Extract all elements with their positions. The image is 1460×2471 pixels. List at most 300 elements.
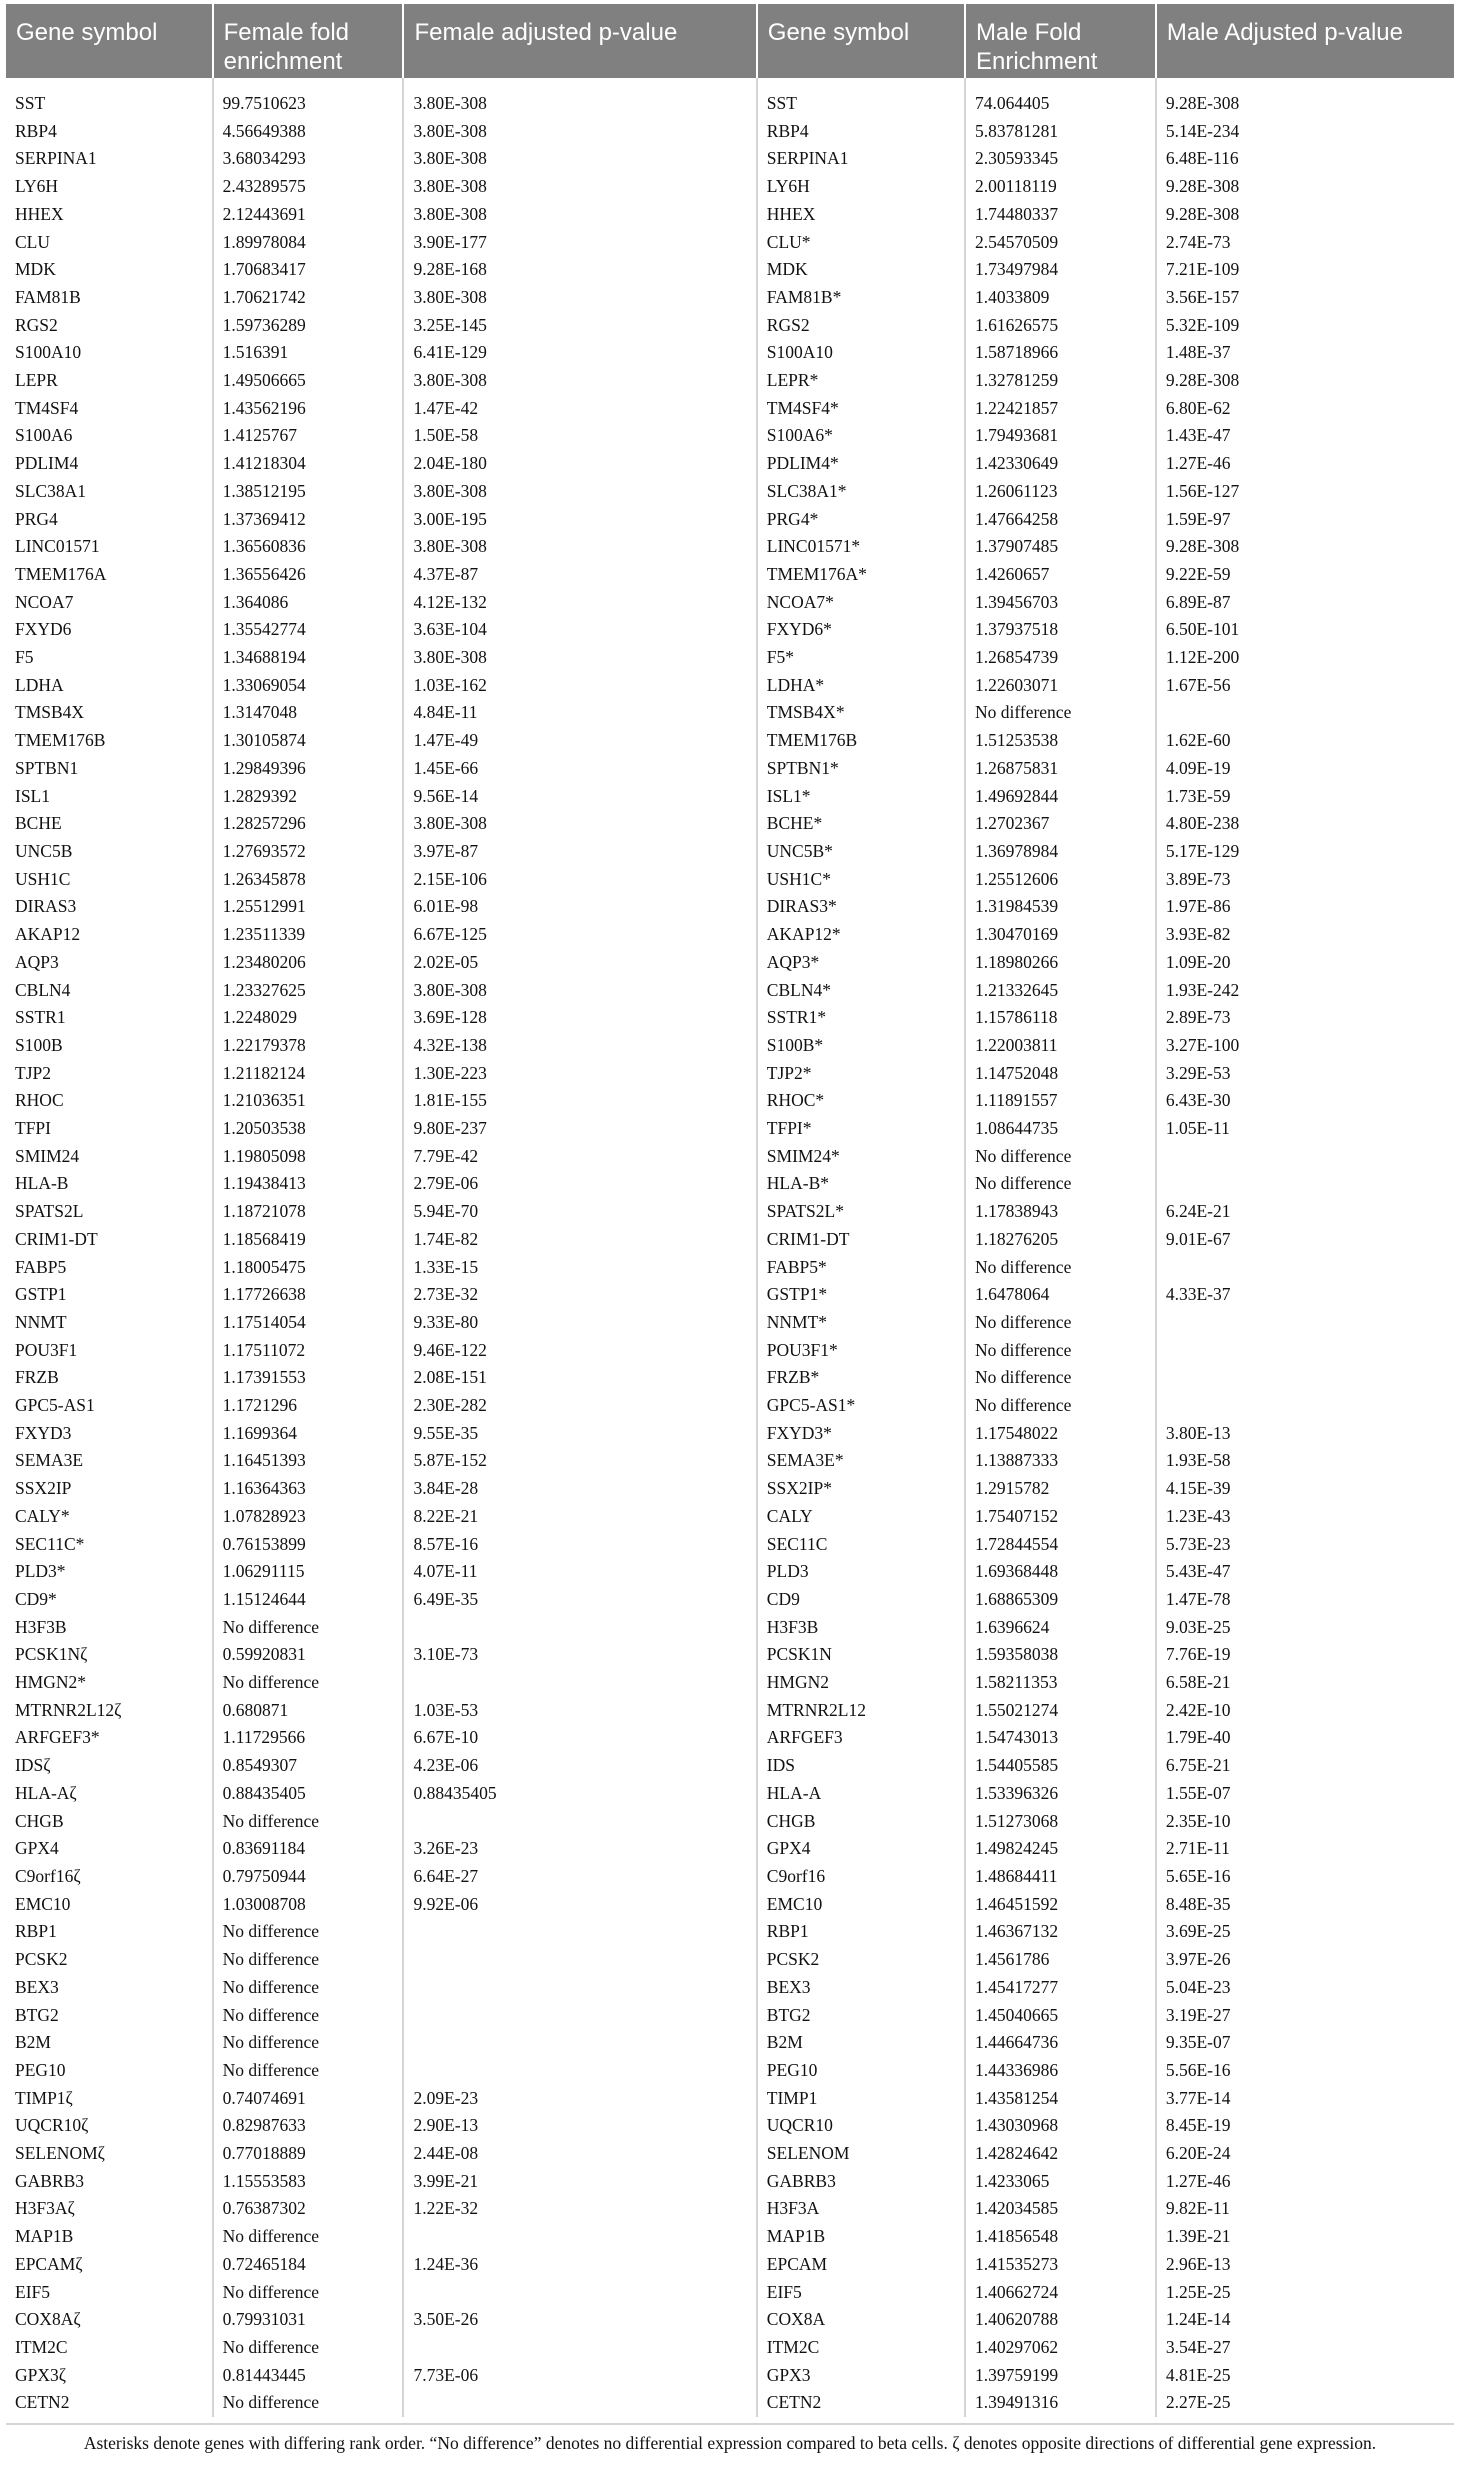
cell-male-adjusted-p-value: 1.27E-46 [1165,453,1231,474]
cell-female-adjusted-p-value [403,1974,756,2002]
cell-female-fold-enrichment: No difference [213,1808,404,1836]
cell-gene-symbol-male: GPX3 [757,2362,965,2390]
table-row [6,1891,1454,1919]
cell-female-adjusted-p-value: 6.64E-27 [403,1863,756,1891]
cell-gene-symbol-female: RGS2 [6,312,213,340]
cell-male-adjusted-p-value: 3.27E-100 [1165,1034,1240,1055]
cell-gene-symbol-female: TMSB4X [6,699,213,727]
cell-male-fold-enrichment: No difference [965,1392,1156,1420]
cell-male-adjusted-p-value: 5.32E-109 [1165,314,1240,335]
cell-male-fold-enrichment: 1.4233065 [965,2168,1156,2196]
cell-male-fold-enrichment: 1.49824245 [965,1835,1156,1863]
cell-gene-symbol-male: FAM81B* [757,284,965,312]
table-row [6,1503,1454,1531]
cell-gene-symbol-female: AQP3 [6,949,213,977]
table-row [6,1115,1454,1143]
cell-gene-symbol-male: CETN2 [757,2389,965,2417]
table-row [6,1475,1454,1503]
cell-male-adjusted-p-value: 3.56E-157 [1165,286,1240,307]
cell-male-adjusted-p-value: 1.55E-07 [1165,1782,1231,1803]
cell-male-fold-enrichment: 1.22003811 [965,1032,1156,1060]
cell-gene-symbol-male: S100A6* [757,422,965,450]
cell-female-adjusted-p-value: 4.84E-11 [403,699,756,727]
cell-male-fold-enrichment: 1.22603071 [965,672,1156,700]
cell-female-fold-enrichment: 1.17514054 [213,1309,404,1337]
cell-male-adjusted-p-value [1156,1337,1454,1365]
cell-female-fold-enrichment: 1.2829392 [213,783,404,811]
cell-female-fold-enrichment: 1.36556426 [213,561,404,589]
table-row [6,1697,1454,1725]
cell-gene-symbol-male: F5* [757,644,965,672]
cell-female-fold-enrichment: 1.22179378 [213,1032,404,1060]
cell-gene-symbol-male: AQP3* [757,949,965,977]
cell-male-fold-enrichment: 1.59358038 [965,1641,1156,1669]
cell-male-fold-enrichment: 1.31984539 [965,893,1156,921]
cell-male-adjusted-p-value: 1.12E-200 [1165,647,1240,668]
cell-female-adjusted-p-value: 2.09E-23 [403,2085,756,2113]
table-row [6,284,1454,312]
table-row [6,229,1454,257]
cell-male-fold-enrichment: 1.72844554 [965,1531,1156,1559]
table-row [6,1558,1454,1586]
cell-gene-symbol-female: SMIM24 [6,1143,213,1171]
cell-gene-symbol-female: SLC38A1 [6,478,213,506]
cell-male-adjusted-p-value: 9.03E-25 [1165,1616,1231,1637]
cell-gene-symbol-female: LY6H [6,173,213,201]
cell-male-fold-enrichment: 1.18276205 [965,1226,1156,1254]
cell-male-adjusted-p-value: 9.28E-308 [1165,93,1240,113]
cell-gene-symbol-female: EPCAMζ [6,2251,213,2279]
cell-female-adjusted-p-value: 2.15E-106 [403,866,756,894]
cell-female-fold-enrichment: No difference [213,1614,404,1642]
cell-gene-symbol-male: H3F3A [757,2195,965,2223]
cell-female-adjusted-p-value: 9.56E-14 [403,783,756,811]
cell-gene-symbol-female: MDK [6,256,213,284]
cell-female-adjusted-p-value: 2.30E-282 [403,1392,756,1420]
cell-gene-symbol-female: S100A10 [6,339,213,367]
cell-gene-symbol-female: TMEM176A [6,561,213,589]
cell-male-fold-enrichment: 1.45417277 [965,1974,1156,2002]
cell-male-fold-enrichment: 1.14752048 [965,1060,1156,1088]
table-row [6,2057,1454,2085]
header-gene-symbol-female: Gene symbol [6,4,213,78]
header-female-fold-enrichment: Female fold enrichment [213,4,404,78]
cell-male-fold-enrichment: 1.11891557 [965,1087,1156,1115]
cell-gene-symbol-female: MTRNR2L12ζ [6,1697,213,1725]
cell-gene-symbol-male: S100A10 [757,339,965,367]
cell-female-fold-enrichment: No difference [213,2389,404,2417]
cell-female-fold-enrichment: 1.3147048 [213,699,404,727]
cell-male-adjusted-p-value: 6.20E-24 [1165,2143,1231,2164]
cell-male-adjusted-p-value: 3.19E-27 [1165,2004,1231,2025]
cell-gene-symbol-female: LDHA [6,672,213,700]
cell-female-fold-enrichment: 1.15553583 [213,2168,404,2196]
cell-male-adjusted-p-value: 4.81E-25 [1165,2364,1231,2385]
cell-female-fold-enrichment: 1.34688194 [213,644,404,672]
cell-female-adjusted-p-value: 3.80E-308 [403,145,756,173]
cell-female-adjusted-p-value: 9.46E-122 [403,1337,756,1365]
cell-gene-symbol-male: CLU* [757,229,965,257]
cell-male-adjusted-p-value [1156,699,1454,727]
cell-female-fold-enrichment: 2.43289575 [213,173,404,201]
cell-male-adjusted-p-value: 9.35E-07 [1165,2032,1231,2053]
table-row [6,78,1454,118]
cell-gene-symbol-male: SELENOM [757,2140,965,2168]
cell-female-fold-enrichment: 1.07828923 [213,1503,404,1531]
cell-gene-symbol-male: MAP1B [757,2223,965,2251]
cell-male-adjusted-p-value: 3.54E-27 [1165,2336,1231,2357]
table-row [6,1641,1454,1669]
cell-female-adjusted-p-value [403,2223,756,2251]
cell-male-adjusted-p-value: 4.15E-39 [1165,1478,1231,1499]
cell-female-adjusted-p-value: 6.67E-10 [403,1724,756,1752]
cell-gene-symbol-male: SSX2IP* [757,1475,965,1503]
cell-male-adjusted-p-value: 6.75E-21 [1165,1755,1231,1776]
cell-gene-symbol-female: PEG10 [6,2057,213,2085]
cell-gene-symbol-female: BEX3 [6,1974,213,2002]
table-row [6,201,1454,229]
cell-gene-symbol-male: SERPINA1 [757,145,965,173]
cell-gene-symbol-male: FXYD6* [757,616,965,644]
table-row [6,1087,1454,1115]
cell-gene-symbol-male: EIF5 [757,2279,965,2307]
table-row [6,2279,1454,2307]
header-female-adjusted-p-value: Female adjusted p-value [403,4,756,78]
cell-gene-symbol-female: CBLN4 [6,977,213,1005]
cell-gene-symbol-male: LDHA* [757,672,965,700]
cell-gene-symbol-female: SSX2IP [6,1475,213,1503]
bottom-rule [6,2423,1454,2425]
cell-male-fold-enrichment: 1.40662724 [965,2279,1156,2307]
cell-gene-symbol-female: TFPI [6,1115,213,1143]
cell-gene-symbol-female: PLD3* [6,1558,213,1586]
cell-male-fold-enrichment: No difference [965,1309,1156,1337]
cell-female-fold-enrichment: 1.03008708 [213,1891,404,1919]
cell-male-fold-enrichment: 1.22421857 [965,395,1156,423]
cell-female-adjusted-p-value: 3.80E-308 [403,367,756,395]
cell-male-adjusted-p-value: 2.35E-10 [1165,1810,1231,1831]
cell-gene-symbol-female: SELENOMζ [6,2140,213,2168]
cell-gene-symbol-female: FXYD3 [6,1420,213,1448]
cell-gene-symbol-male: CD9 [757,1586,965,1614]
cell-gene-symbol-female: HLA-Aζ [6,1780,213,1808]
table-row [6,1780,1454,1808]
cell-gene-symbol-female: AKAP12 [6,921,213,949]
table-row [6,2195,1454,2223]
cell-male-adjusted-p-value: 2.71E-11 [1165,1838,1230,1859]
cell-gene-symbol-male: SPATS2L* [757,1198,965,1226]
cell-male-fold-enrichment: 1.15786118 [965,1004,1156,1032]
cell-male-fold-enrichment: 1.18980266 [965,949,1156,977]
cell-female-adjusted-p-value: 2.44E-08 [403,2140,756,2168]
cell-male-fold-enrichment: 1.40297062 [965,2334,1156,2362]
cell-gene-symbol-male: SLC38A1* [757,478,965,506]
cell-gene-symbol-female: POU3F1 [6,1337,213,1365]
cell-gene-symbol-male: RHOC* [757,1087,965,1115]
table-row [6,2085,1454,2113]
cell-gene-symbol-male: FRZB* [757,1364,965,1392]
table-row [6,450,1454,478]
cell-gene-symbol-male: POU3F1* [757,1337,965,1365]
cell-female-adjusted-p-value [403,2057,756,2085]
cell-female-adjusted-p-value: 3.80E-308 [403,201,756,229]
cell-male-fold-enrichment: 1.61626575 [965,312,1156,340]
cell-gene-symbol-male: GABRB3 [757,2168,965,2196]
cell-gene-symbol-male: GSTP1* [757,1281,965,1309]
cell-female-adjusted-p-value [403,2334,756,2362]
cell-gene-symbol-female: EMC10 [6,1891,213,1919]
cell-gene-symbol-female: MAP1B [6,2223,213,2251]
cell-male-adjusted-p-value: 6.89E-87 [1165,591,1231,612]
cell-female-fold-enrichment: 1.36560836 [213,533,404,561]
cell-gene-symbol-male: PEG10 [757,2057,965,2085]
cell-male-fold-enrichment: 2.30593345 [965,145,1156,173]
cell-gene-symbol-female: GPX4 [6,1835,213,1863]
cell-female-fold-enrichment: 1.38512195 [213,478,404,506]
cell-female-adjusted-p-value [403,2279,756,2307]
cell-gene-symbol-female: RHOC [6,1087,213,1115]
cell-gene-symbol-male: PRG4* [757,506,965,534]
cell-female-adjusted-p-value: 3.90E-177 [403,229,756,257]
cell-female-adjusted-p-value: 1.74E-82 [403,1226,756,1254]
cell-gene-symbol-male: TJP2* [757,1060,965,1088]
cell-female-fold-enrichment: 1.364086 [213,589,404,617]
cell-male-adjusted-p-value: 5.17E-129 [1165,840,1240,861]
table-row [6,644,1454,672]
table-row [6,2334,1454,2362]
cell-female-fold-enrichment: 1.11729566 [213,1724,404,1752]
cell-female-adjusted-p-value: 1.22E-32 [403,2195,756,2223]
cell-gene-symbol-female: C9orf16ζ [6,1863,213,1891]
cell-female-fold-enrichment: 1.30105874 [213,727,404,755]
cell-gene-symbol-female: FAM81B [6,284,213,312]
table-row [6,256,1454,284]
cell-female-adjusted-p-value: 3.80E-308 [403,118,756,146]
cell-female-adjusted-p-value: 3.00E-195 [403,506,756,534]
cell-gene-symbol-female: TMEM176B [6,727,213,755]
cell-female-fold-enrichment: 1.23327625 [213,977,404,1005]
cell-gene-symbol-female: NCOA7 [6,589,213,617]
table-row [6,395,1454,423]
cell-female-fold-enrichment: 1.16364363 [213,1475,404,1503]
cell-female-adjusted-p-value: 1.45E-66 [403,755,756,783]
cell-male-adjusted-p-value: 5.65E-16 [1165,1866,1231,1886]
cell-gene-symbol-female: NNMT [6,1309,213,1337]
cell-male-fold-enrichment: 1.75407152 [965,1503,1156,1531]
cell-gene-symbol-female: H3F3B [6,1614,213,1642]
cell-gene-symbol-male: PCSK2 [757,1946,965,1974]
cell-female-adjusted-p-value: 2.08E-151 [403,1364,756,1392]
cell-gene-symbol-female: EIF5 [6,2279,213,2307]
cell-female-fold-enrichment: 0.88435405 [213,1780,404,1808]
table-row [6,1808,1454,1836]
cell-male-fold-enrichment: 1.46367132 [965,1918,1156,1946]
cell-gene-symbol-male: RBP1 [757,1918,965,1946]
cell-female-fold-enrichment: 3.68034293 [213,145,404,173]
cell-male-adjusted-p-value [1156,1364,1454,1392]
cell-female-fold-enrichment: 0.79750944 [213,1863,404,1891]
cell-female-fold-enrichment: No difference [213,2029,404,2057]
cell-male-adjusted-p-value: 9.28E-308 [1165,176,1240,197]
cell-male-adjusted-p-value: 1.39E-21 [1165,2226,1231,2247]
cell-gene-symbol-female: LEPR [6,367,213,395]
table-row [6,561,1454,589]
cell-male-adjusted-p-value: 5.56E-16 [1165,2059,1231,2080]
cell-female-fold-enrichment: 1.23511339 [213,921,404,949]
cell-female-adjusted-p-value: 7.79E-42 [403,1143,756,1171]
cell-female-adjusted-p-value: 6.41E-129 [403,339,756,367]
table-page [6,4,1454,2455]
cell-male-fold-enrichment: 1.2915782 [965,1475,1156,1503]
cell-female-adjusted-p-value: 9.28E-168 [403,256,756,284]
cell-male-adjusted-p-value: 1.59E-97 [1165,508,1231,529]
cell-male-adjusted-p-value: 1.97E-86 [1165,896,1231,917]
cell-gene-symbol-male: COX8A [757,2306,965,2334]
table-row [6,1918,1454,1946]
cell-gene-symbol-female: GPC5-AS1 [6,1392,213,1420]
table-row [6,893,1454,921]
cell-female-adjusted-p-value: 1.47E-42 [403,395,756,423]
cell-female-adjusted-p-value: 3.80E-308 [403,173,756,201]
cell-female-adjusted-p-value: 9.92E-06 [403,1891,756,1919]
cell-male-fold-enrichment: No difference [965,1337,1156,1365]
cell-female-adjusted-p-value: 3.10E-73 [403,1641,756,1669]
cell-female-fold-enrichment: 0.79931031 [213,2306,404,2334]
cell-gene-symbol-female: B2M [6,2029,213,2057]
cell-male-fold-enrichment: 1.43030968 [965,2112,1156,2140]
table-row [6,506,1454,534]
table-row [6,2389,1454,2417]
cell-male-adjusted-p-value: 3.93E-82 [1165,924,1231,945]
cell-male-adjusted-p-value: 9.28E-308 [1165,203,1240,224]
cell-gene-symbol-female: ITM2C [6,2334,213,2362]
cell-female-adjusted-p-value: 3.80E-308 [403,284,756,312]
cell-male-fold-enrichment: 1.54405585 [965,1752,1156,1780]
cell-gene-symbol-female: PDLIM4 [6,450,213,478]
cell-female-fold-enrichment: 0.83691184 [213,1835,404,1863]
cell-female-adjusted-p-value: 1.03E-162 [403,672,756,700]
cell-female-fold-enrichment: 1.19805098 [213,1143,404,1171]
cell-gene-symbol-female: PCSK1Nζ [6,1641,213,1669]
cell-male-fold-enrichment: 1.44664736 [965,2029,1156,2057]
cell-gene-symbol-female: SERPINA1 [6,145,213,173]
cell-gene-symbol-male: HMGN2 [757,1669,965,1697]
cell-male-fold-enrichment: 1.47664258 [965,506,1156,534]
cell-male-fold-enrichment: 1.55021274 [965,1697,1156,1725]
cell-female-adjusted-p-value: 2.73E-32 [403,1281,756,1309]
cell-male-fold-enrichment: 1.36978984 [965,838,1156,866]
cell-male-adjusted-p-value: 1.73E-59 [1165,785,1231,806]
cell-female-fold-enrichment: 1.41218304 [213,450,404,478]
cell-female-fold-enrichment: 1.17726638 [213,1281,404,1309]
cell-female-adjusted-p-value: 8.57E-16 [403,1531,756,1559]
cell-female-adjusted-p-value [403,1918,756,1946]
table-row [6,1752,1454,1780]
table-row [6,1974,1454,2002]
cell-female-adjusted-p-value: 9.33E-80 [403,1309,756,1337]
cell-female-fold-enrichment: 1.49506665 [213,367,404,395]
cell-female-fold-enrichment: No difference [213,2279,404,2307]
cell-male-fold-enrichment: 1.37907485 [965,533,1156,561]
cell-gene-symbol-female: S100B [6,1032,213,1060]
cell-gene-symbol-male: IDS [757,1752,965,1780]
cell-male-adjusted-p-value: 5.73E-23 [1165,1533,1231,1554]
cell-gene-symbol-female: USH1C [6,866,213,894]
cell-male-fold-enrichment: No difference [965,1254,1156,1282]
cell-male-fold-enrichment: 2.54570509 [965,229,1156,257]
cell-male-adjusted-p-value: 1.79E-40 [1165,1727,1231,1748]
cell-female-fold-enrichment: 1.26345878 [213,866,404,894]
cell-gene-symbol-male: TM4SF4* [757,395,965,423]
cell-female-fold-enrichment: No difference [213,1669,404,1697]
cell-female-fold-enrichment: 0.77018889 [213,2140,404,2168]
cell-male-fold-enrichment: 1.2702367 [965,810,1156,838]
cell-female-adjusted-p-value: 6.67E-125 [403,921,756,949]
cell-male-fold-enrichment: 1.25512606 [965,866,1156,894]
cell-female-fold-enrichment: No difference [213,1946,404,1974]
cell-female-adjusted-p-value [403,1946,756,1974]
cell-female-fold-enrichment: 1.06291115 [213,1558,404,1586]
table-row [6,921,1454,949]
cell-female-fold-enrichment: 1.33069054 [213,672,404,700]
cell-male-adjusted-p-value: 1.43E-47 [1165,425,1231,446]
cell-male-adjusted-p-value: 1.93E-58 [1165,1450,1231,1471]
cell-female-adjusted-p-value [403,2002,756,2030]
cell-gene-symbol-male: ARFGEF3 [757,1724,965,1752]
table-row [6,2002,1454,2030]
cell-gene-symbol-male: MTRNR2L12 [757,1697,965,1725]
cell-female-adjusted-p-value: 1.30E-223 [403,1060,756,1088]
cell-male-fold-enrichment: 1.6478064 [965,1281,1156,1309]
gene-enrichment-table [6,4,1454,2417]
cell-gene-symbol-male: LEPR* [757,367,965,395]
cell-male-adjusted-p-value: 3.97E-26 [1165,1949,1231,1970]
cell-gene-symbol-male: S100B* [757,1032,965,1060]
cell-female-adjusted-p-value: 6.01E-98 [403,893,756,921]
cell-female-fold-enrichment: 1.1721296 [213,1392,404,1420]
cell-male-adjusted-p-value: 3.89E-73 [1165,868,1231,889]
cell-female-fold-enrichment: 1.2248029 [213,1004,404,1032]
cell-male-adjusted-p-value [1156,1143,1454,1171]
cell-male-adjusted-p-value: 9.22E-59 [1165,563,1231,584]
cell-male-fold-enrichment: 1.46451592 [965,1891,1156,1919]
table-row [6,1004,1454,1032]
table-row [6,2029,1454,2057]
cell-female-adjusted-p-value: 3.84E-28 [403,1475,756,1503]
cell-male-adjusted-p-value: 3.69E-25 [1165,1921,1231,1942]
cell-male-fold-enrichment: 74.064405 [965,78,1156,118]
table-row [6,1281,1454,1309]
cell-female-adjusted-p-value: 1.24E-36 [403,2251,756,2279]
table-row [6,2223,1454,2251]
cell-male-fold-enrichment: 1.42824642 [965,2140,1156,2168]
cell-male-fold-enrichment: 1.39491316 [965,2389,1156,2417]
cell-gene-symbol-female: ISL1 [6,783,213,811]
table-row [6,367,1454,395]
cell-gene-symbol-male: HLA-A [757,1780,965,1808]
cell-female-fold-enrichment: 0.72465184 [213,2251,404,2279]
cell-gene-symbol-female: UQCR10ζ [6,2112,213,2140]
cell-male-adjusted-p-value [1156,1392,1454,1420]
cell-gene-symbol-female: H3F3Aζ [6,2195,213,2223]
cell-gene-symbol-female: CETN2 [6,2389,213,2417]
cell-female-adjusted-p-value: 0.88435405 [403,1780,756,1808]
cell-gene-symbol-male: USH1C* [757,866,965,894]
table-row [6,866,1454,894]
cell-gene-symbol-female: COX8Aζ [6,2306,213,2334]
cell-gene-symbol-male: C9orf16 [757,1863,965,1891]
table-row [6,422,1454,450]
